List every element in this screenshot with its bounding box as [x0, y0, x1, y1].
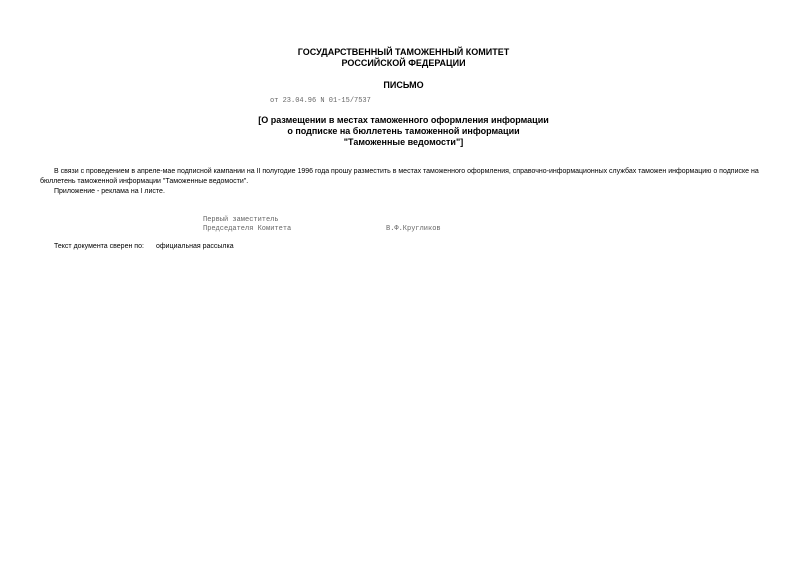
title-line3: "Таможенные ведомости"]	[343, 137, 464, 147]
verified-source: официальная рассылка	[156, 243, 234, 250]
title-line1: [О размещении в местах таможенного оформления информации	[258, 115, 549, 125]
document-type: ПИСЬМО	[383, 80, 424, 90]
org-name-line2: РОССИЙСКОЙ ФЕДЕРАЦИИ	[341, 58, 466, 68]
signature-name: В.Ф.Кругликов	[386, 225, 441, 233]
date-number: от 23.04.96 N 01-15/7537	[270, 97, 371, 105]
org-name-line1: ГОСУДАРСТВЕННЫЙ ТАМОЖЕННЫЙ КОМИТЕТ	[297, 47, 510, 57]
signature-position-line2: Председателя Комитета	[203, 225, 292, 233]
verified-label: Текст документа сверен по:	[54, 243, 144, 250]
body-paragraph: В связи с проведением в апреле-мае подписной кампании на II полугодие 1996 года прошу разместить в местах таможенного оформления, справочно-информационных службах таможен информацию о подписке на бюллетень таможенной информации "Таможенные ведомости".	[40, 168, 759, 185]
signature-position-line1: Первый заместитель	[203, 216, 279, 224]
title-line2: о подписке на бюллетень таможенной информации	[287, 126, 520, 136]
attachment-note: Приложение - реклама на I листе.	[54, 188, 165, 195]
